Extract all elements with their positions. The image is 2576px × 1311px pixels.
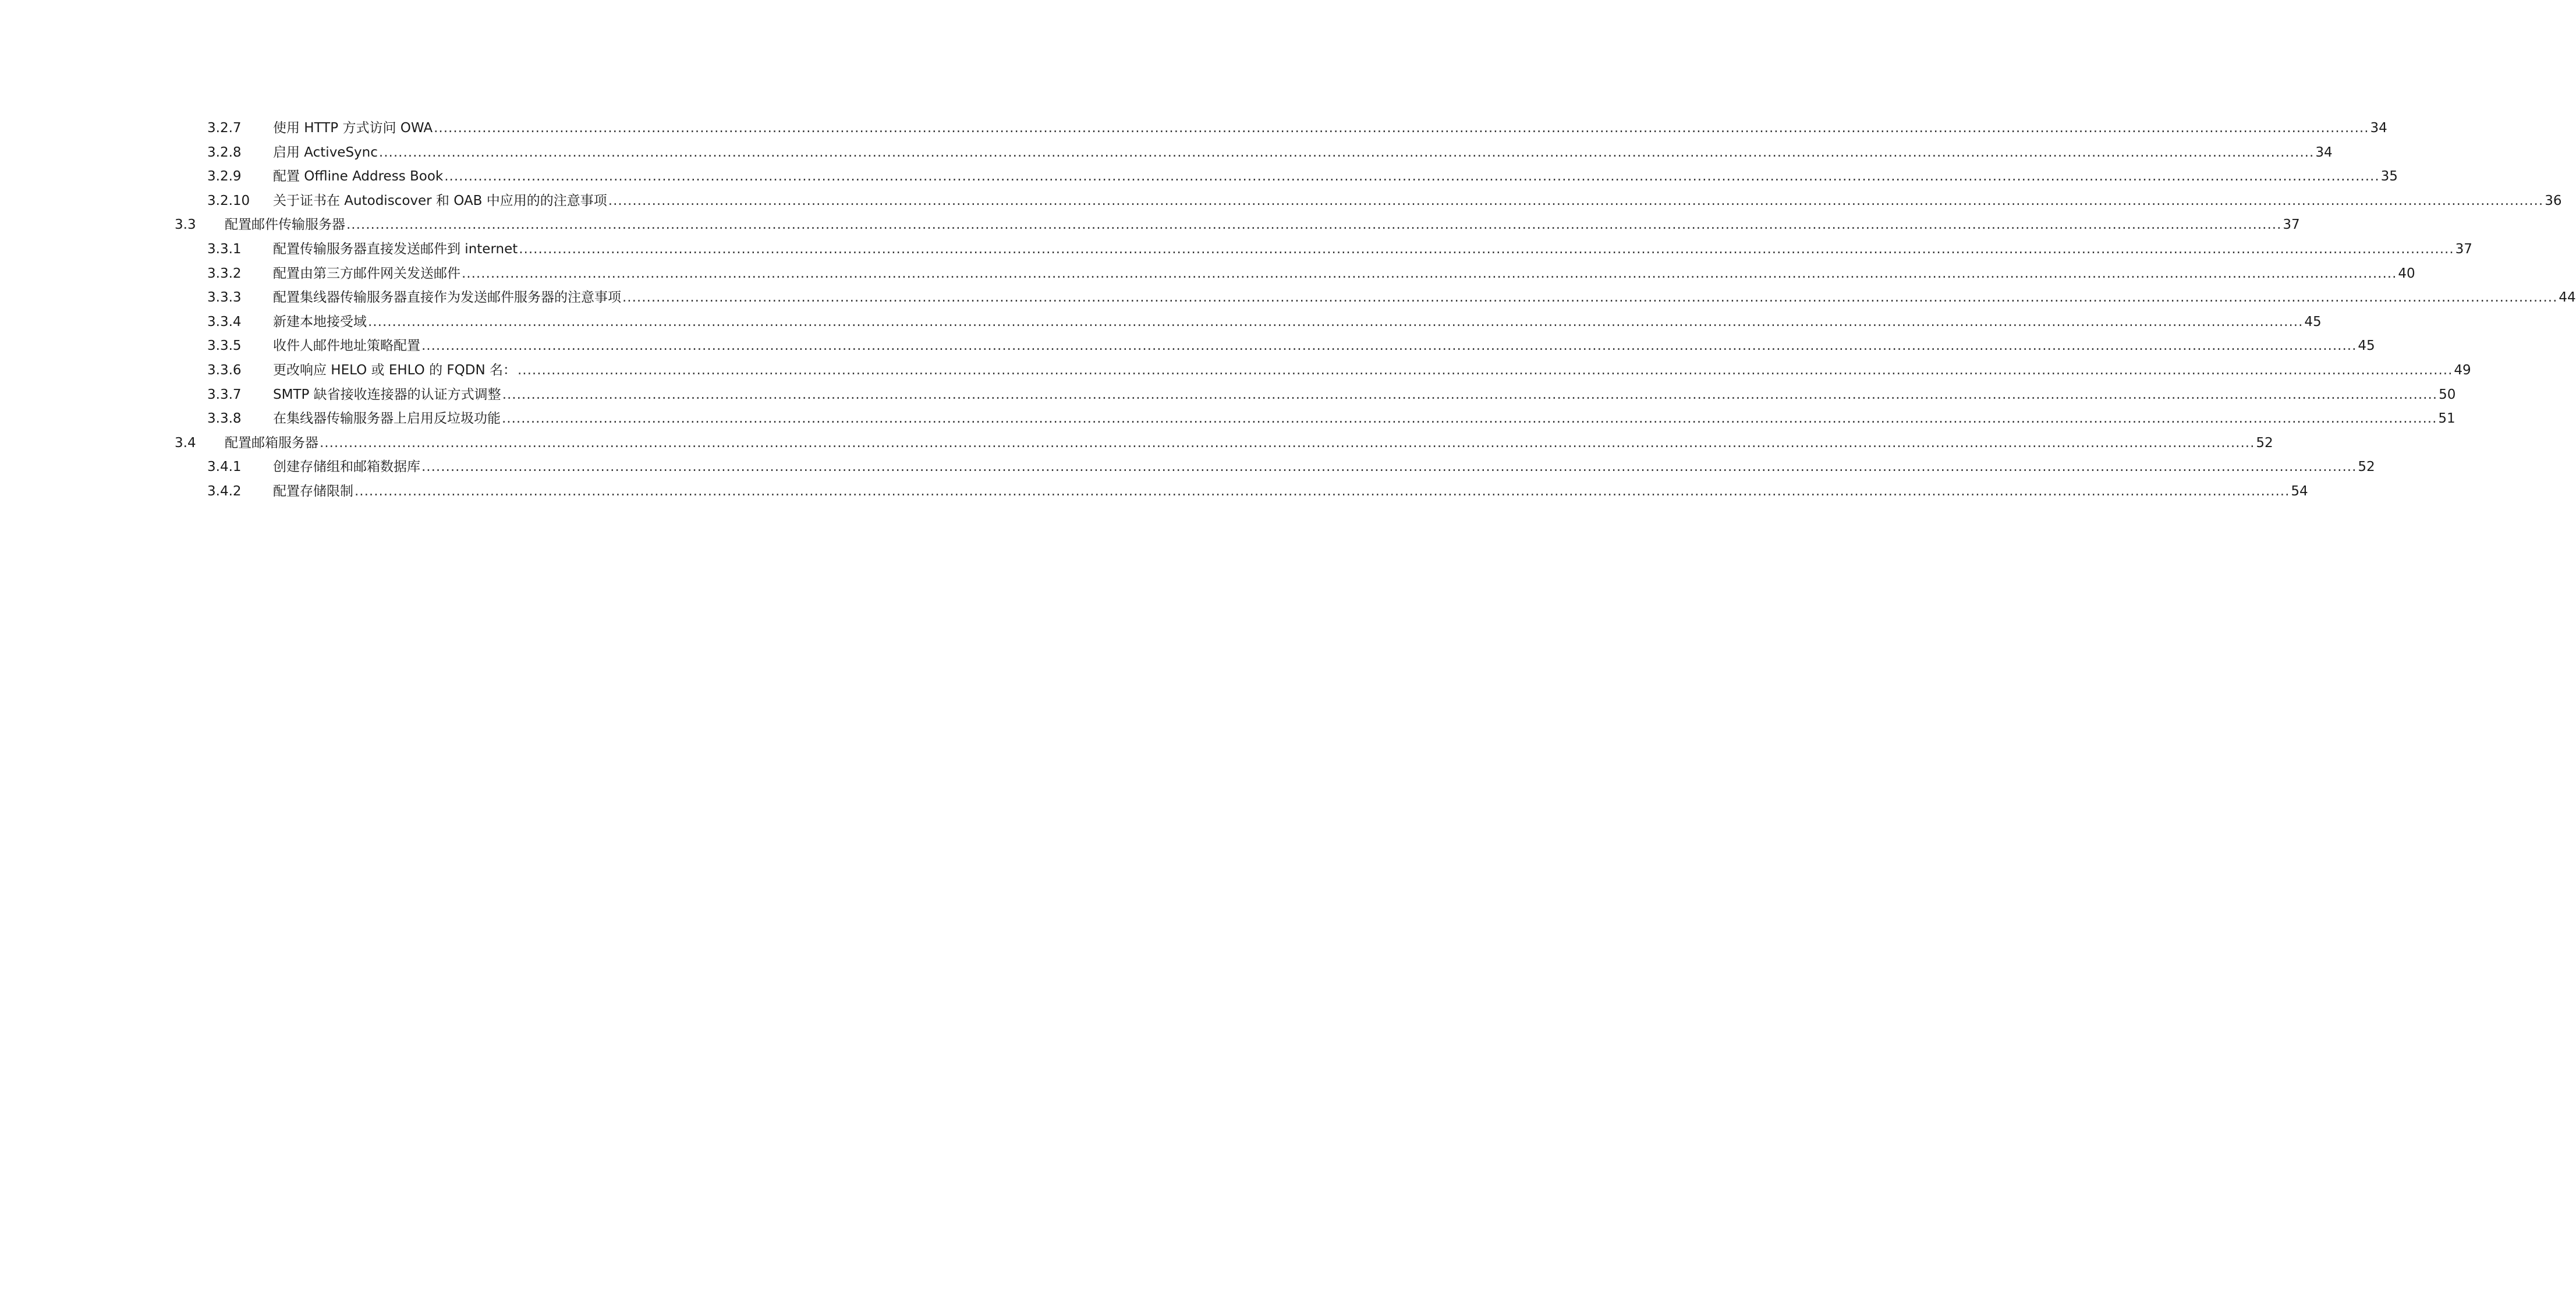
toc-entry-page: 49 bbox=[2454, 362, 2471, 378]
dot-leader: ................................................................................................................................................................................................................................................................................................................................................................................................................ bbox=[434, 121, 2369, 136]
toc-entry-number: 3.3.5 bbox=[207, 338, 242, 354]
toc-entry-body bbox=[225, 431, 2273, 456]
toc-entry-title: 更改响应 HELO 或 EHLO 的 FQDN 名： bbox=[273, 362, 516, 378]
toc-entry-page: 50 bbox=[2439, 387, 2456, 402]
toc-entry-page: 37 bbox=[2455, 241, 2472, 257]
dot-leader: ................................................................................................................................................................................................................................................................................................................................................................................................................ bbox=[368, 314, 2304, 329]
toc-entry-body bbox=[273, 141, 2333, 165]
toc-entry-page: 51 bbox=[2438, 411, 2455, 427]
toc-entry-page: 45 bbox=[2358, 338, 2375, 354]
toc-entry-number: 3.3 bbox=[175, 217, 196, 233]
toc-entry-page: 54 bbox=[2291, 483, 2308, 499]
toc-entry-page: 36 bbox=[2545, 193, 2562, 208]
toc-entry-page: 34 bbox=[2370, 121, 2387, 136]
toc-entry-number: 3.3.3 bbox=[207, 290, 242, 306]
toc-entry-title: 配置 Offline Address Book bbox=[273, 169, 444, 185]
toc-entry-title: 新建本地接受域 bbox=[273, 314, 367, 329]
toc-entry[interactable] bbox=[0, 334, 2375, 359]
toc-entry-body bbox=[273, 189, 2562, 214]
toc-entry-title: 创建存储组和邮箱数据库 bbox=[273, 459, 420, 475]
toc-entry-number: 3.3.7 bbox=[207, 387, 242, 402]
toc-entry-number: 3.4 bbox=[175, 435, 196, 451]
toc-entry-title: 关于证书在 Autodiscover 和 OAB 中应用的的注意事项 bbox=[273, 193, 607, 208]
toc-entry-body bbox=[273, 455, 2375, 480]
toc-entry[interactable] bbox=[0, 431, 2273, 456]
toc-entry-number: 3.3.2 bbox=[207, 265, 242, 281]
toc-entry-page: 40 bbox=[2398, 265, 2415, 281]
toc-entry-page: 52 bbox=[2358, 459, 2375, 475]
dot-leader: ................................................................................................................................................................................................................................................................................................................................................................................................................ bbox=[421, 338, 2357, 354]
toc-entry-title: SMTP 缺省接收连接器的认证方式调整 bbox=[273, 387, 501, 402]
toc-entry-body bbox=[273, 383, 2456, 408]
toc-entry-title: 配置邮箱服务器 bbox=[225, 435, 318, 451]
toc-entry-body bbox=[273, 407, 2455, 431]
toc-entry[interactable] bbox=[0, 189, 2562, 214]
toc-entry-page: 44 bbox=[2559, 290, 2576, 306]
dot-leader: ................................................................................................................................................................................................................................................................................................................................................................................................................ bbox=[519, 241, 2454, 257]
dot-leader: ................................................................................................................................................................................................................................................................................................................................................................................................................ bbox=[378, 144, 2315, 160]
toc-entry-title: 收件人邮件地址策略配置 bbox=[273, 338, 420, 354]
toc-entry[interactable] bbox=[0, 286, 2576, 310]
toc-entry-page: 45 bbox=[2304, 314, 2322, 329]
toc-entry-body bbox=[273, 238, 2472, 262]
toc-entry-body bbox=[273, 116, 2387, 141]
toc-entry[interactable] bbox=[0, 383, 2456, 408]
toc-entry[interactable] bbox=[0, 238, 2472, 262]
dot-leader: ................................................................................................................................................................................................................................................................................................................................................................................................................ bbox=[421, 459, 2357, 475]
toc-entry-number: 3.2.7 bbox=[207, 121, 242, 136]
dot-leader: ................................................................................................................................................................................................................................................................................................................................................................................................................ bbox=[622, 290, 2558, 306]
dot-leader: ................................................................................................................................................................................................................................................................................................................................................................................................................ bbox=[502, 411, 2437, 427]
toc-entry-number: 3.3.1 bbox=[207, 241, 242, 257]
table-of-contents bbox=[0, 116, 2576, 504]
toc-entry-body bbox=[273, 262, 2415, 286]
toc-entry-number: 3.2.9 bbox=[207, 169, 242, 185]
toc-entry-number: 3.2.8 bbox=[207, 144, 242, 160]
toc-entry-page: 52 bbox=[2256, 435, 2273, 451]
dot-leader: ................................................................................................................................................................................................................................................................................................................................................................................................................ bbox=[346, 217, 2282, 233]
dot-leader: ................................................................................................................................................................................................................................................................................................................................................................................................................ bbox=[355, 483, 2290, 499]
toc-entry-number: 3.3.4 bbox=[207, 314, 242, 329]
toc-entry-title: 在集线器传输服务器上启用反垃圾功能 bbox=[273, 411, 501, 427]
toc-entry[interactable] bbox=[0, 116, 2387, 141]
toc-entry[interactable] bbox=[0, 262, 2415, 286]
toc-entry-number: 3.4.1 bbox=[207, 459, 242, 475]
toc-entry-body bbox=[273, 334, 2375, 359]
toc-entry[interactable] bbox=[0, 359, 2471, 383]
dot-leader: ................................................................................................................................................................................................................................................................................................................................................................................................................ bbox=[444, 169, 2380, 185]
toc-entry[interactable] bbox=[0, 213, 2300, 238]
toc-entry[interactable] bbox=[0, 141, 2333, 165]
toc-entry-body bbox=[273, 310, 2322, 335]
dot-leader: ................................................................................................................................................................................................................................................................................................................................................................................................................ bbox=[462, 265, 2397, 281]
toc-entry-body bbox=[273, 359, 2471, 383]
dot-leader: ................................................................................................................................................................................................................................................................................................................................................................................................................ bbox=[517, 362, 2453, 378]
toc-entry-body bbox=[273, 286, 2576, 310]
toc-entry-title: 配置存储限制 bbox=[273, 483, 353, 499]
toc-entry[interactable] bbox=[0, 165, 2398, 189]
toc-entry[interactable] bbox=[0, 480, 2308, 504]
toc-entry-page: 34 bbox=[2315, 144, 2333, 160]
toc-entry-title: 启用 ActiveSync bbox=[273, 144, 378, 160]
dot-leader: ................................................................................................................................................................................................................................................................................................................................................................................................................ bbox=[320, 435, 2255, 451]
toc-entry-title: 配置邮件传输服务器 bbox=[225, 217, 345, 233]
toc-entry-title: 配置传输服务器直接发送邮件到 internet bbox=[273, 241, 518, 257]
toc-entry-number: 3.3.8 bbox=[207, 411, 242, 427]
dot-leader: ................................................................................................................................................................................................................................................................................................................................................................................................................ bbox=[608, 193, 2544, 208]
dot-leader: ................................................................................................................................................................................................................................................................................................................................................................................................................ bbox=[502, 387, 2438, 402]
toc-entry-body bbox=[273, 165, 2398, 189]
toc-entry-title: 配置集线器传输服务器直接作为发送邮件服务器的注意事项 bbox=[273, 290, 621, 306]
toc-entry[interactable] bbox=[0, 310, 2322, 335]
toc-entry-page: 35 bbox=[2380, 169, 2398, 185]
toc-entry-number: 3.4.2 bbox=[207, 483, 242, 499]
toc-entry-number: 3.2.10 bbox=[207, 193, 250, 208]
toc-entry-page: 37 bbox=[2283, 217, 2300, 233]
toc-entry[interactable] bbox=[0, 455, 2375, 480]
toc-entry-body bbox=[225, 213, 2300, 238]
toc-entry-number: 3.3.6 bbox=[207, 362, 242, 378]
toc-entry-title: 使用 HTTP 方式访问 OWA bbox=[273, 121, 433, 136]
toc-entry[interactable] bbox=[0, 407, 2455, 431]
toc-entry-body bbox=[273, 480, 2308, 504]
toc-entry-title: 配置由第三方邮件网关发送邮件 bbox=[273, 265, 460, 281]
